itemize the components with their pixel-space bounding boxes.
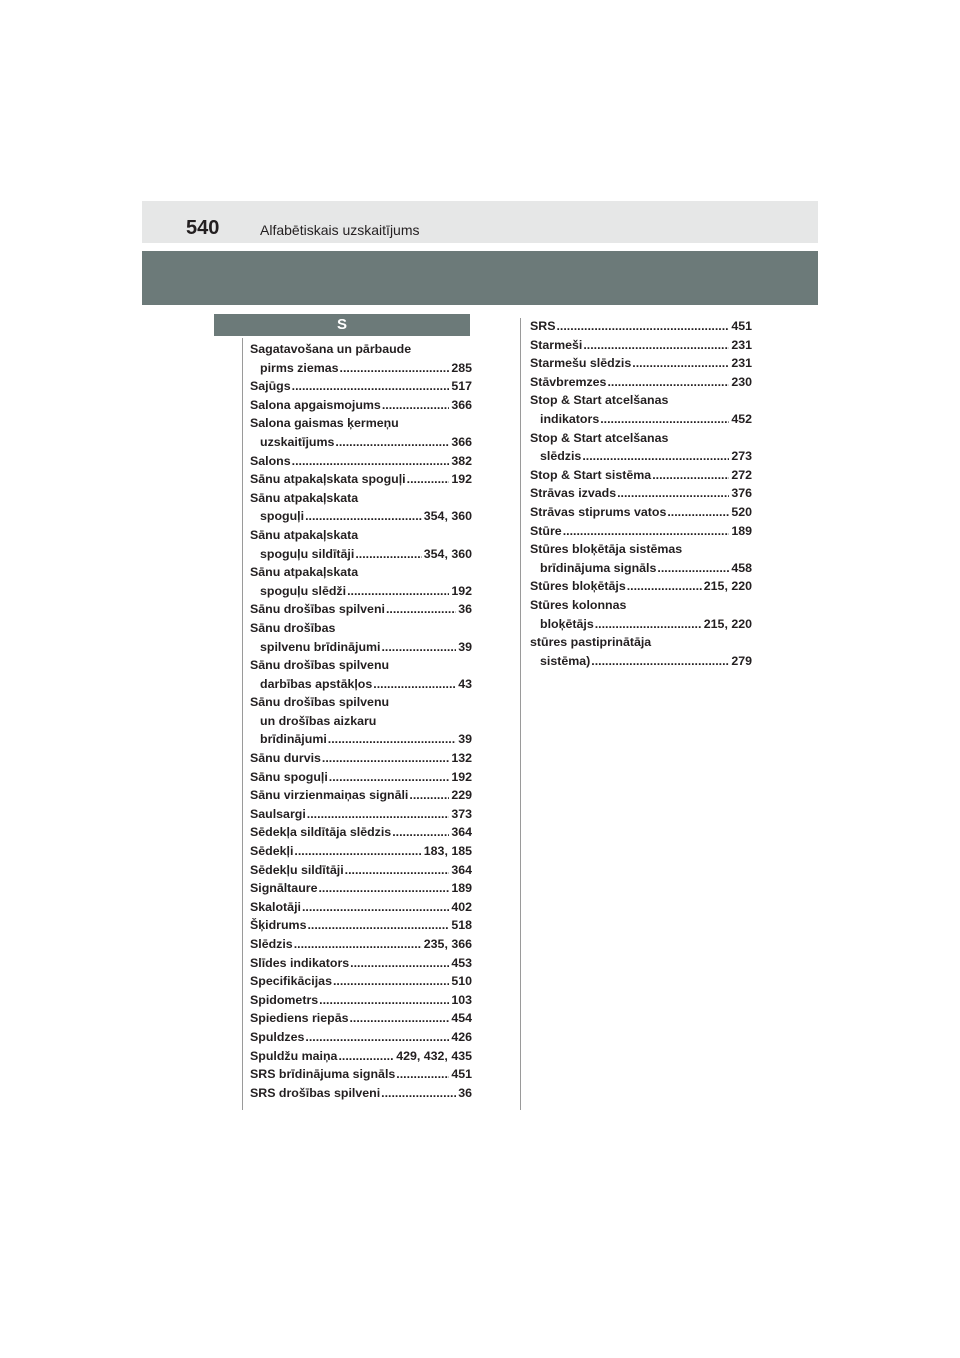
dot-leader	[591, 652, 729, 671]
index-entry-pages: 402	[451, 899, 472, 914]
left-column-rule	[242, 338, 243, 1110]
index-entry-line	[530, 596, 752, 615]
dot-leader	[345, 861, 450, 880]
dot-leader	[333, 972, 449, 991]
index-entry	[250, 935, 472, 954]
dot-leader	[305, 507, 422, 526]
index-entry-line	[250, 842, 472, 861]
index-entry-pages: 451	[451, 1067, 472, 1082]
index-entry	[250, 991, 472, 1010]
index-entry-term: Sānu drošības	[250, 620, 336, 635]
header-band	[142, 251, 818, 305]
index-entry-line	[250, 749, 472, 768]
dot-leader	[652, 466, 729, 485]
index-entry-line	[250, 396, 472, 415]
index-entry	[250, 805, 472, 824]
index-entry-line	[250, 805, 472, 824]
index-entry	[250, 563, 472, 600]
index-entry-term: Stūres kolonnas	[530, 597, 627, 612]
index-entry-term: Strāvas izvads	[530, 486, 617, 501]
index-entry-pages: 354, 360	[423, 509, 472, 524]
dot-leader	[627, 577, 702, 596]
index-entry-pages: 231	[731, 337, 752, 352]
index-entry-term: Salons	[250, 453, 291, 468]
index-entry-line	[530, 336, 752, 355]
page-number: 540	[186, 217, 220, 239]
index-entry-pages: 376	[731, 486, 752, 501]
section-title: Alfabētiskais uzskaitījums	[260, 222, 420, 238]
index-entry	[530, 484, 752, 503]
dot-leader	[355, 545, 421, 564]
index-entry-line	[250, 563, 472, 582]
index-entry-pages: 189	[731, 523, 752, 538]
index-entry-pages: 215, 220	[703, 616, 752, 631]
index-entry-term: Stūres bloķētāja sistēmas	[530, 542, 683, 557]
index-entry	[250, 1084, 472, 1103]
index-entry	[250, 656, 472, 693]
index-entry-pages: 458	[731, 560, 752, 575]
right-column-rule	[520, 318, 521, 1110]
index-entry-line	[530, 410, 752, 429]
index-entry	[530, 336, 752, 355]
index-entry-term: Slēdzis	[250, 937, 293, 951]
index-entry-term: Signāltaure	[250, 881, 318, 896]
index-column-left	[250, 340, 472, 1102]
index-entry	[250, 489, 472, 526]
dot-leader	[335, 433, 449, 452]
index-entry-term: darbības apstākļos	[260, 676, 373, 691]
index-entry-term: Sajūgs	[250, 379, 291, 394]
index-entry	[250, 954, 472, 973]
index-entry-pages: 451	[731, 319, 752, 333]
index-entry-term: Strāvas stiprums vatos	[530, 504, 667, 519]
dot-leader	[657, 559, 729, 578]
index-entry-pages: 215, 220	[703, 579, 752, 594]
index-entry-pages: 364	[451, 825, 472, 840]
dot-leader	[350, 954, 449, 973]
index-entry-term: bloķētājs	[540, 616, 594, 631]
dot-leader	[595, 615, 702, 634]
index-entry-term: Stūre	[530, 523, 562, 538]
index-entry-line	[250, 675, 472, 694]
dot-leader	[294, 935, 422, 954]
index-entry	[250, 693, 472, 749]
dot-leader	[340, 359, 450, 378]
index-entry-term: Salona apgaismojums	[250, 397, 381, 412]
index-entry	[250, 414, 472, 451]
index-entry-term: spoguļu slēdži	[260, 583, 347, 598]
index-entry-line	[250, 359, 472, 378]
index-entry-line	[250, 414, 472, 433]
index-entry	[250, 861, 472, 880]
index-entry-pages: 452	[731, 411, 752, 426]
index-entry	[250, 749, 472, 768]
index-entry-pages: 382	[451, 453, 472, 468]
dot-leader	[381, 1084, 456, 1103]
index-entry-line	[250, 452, 472, 471]
index-entry-term: Sānu drošības spilvenu	[250, 658, 390, 673]
index-entry-term: Sānu atpakaļskata spoguļi	[250, 472, 406, 487]
index-entry-pages: 189	[451, 881, 472, 896]
index-entry-line	[530, 577, 752, 596]
index-entry-line	[250, 489, 472, 508]
index-entry-line	[530, 317, 752, 336]
index-entry	[250, 1065, 472, 1084]
index-entry-pages: 517	[451, 379, 472, 394]
index-entry-line	[250, 972, 472, 991]
index-entry-line	[530, 466, 752, 485]
index-entry-term: Sēdekļi	[250, 844, 294, 859]
index-entry	[250, 619, 472, 656]
dot-leader	[583, 336, 729, 355]
index-entry-term: spoguļu sildītāji	[260, 546, 355, 561]
index-entry	[250, 396, 472, 415]
dot-leader	[294, 842, 421, 861]
index-entry	[530, 522, 752, 541]
dot-leader	[409, 786, 449, 805]
index-entry-pages: 453	[451, 955, 472, 970]
dot-leader	[329, 768, 450, 787]
index-entry-term: Sānu atpakaļskata	[250, 565, 359, 580]
index-entry-pages: 192	[451, 769, 472, 784]
dot-leader	[338, 1047, 394, 1066]
index-entry	[250, 1028, 472, 1047]
index-entry	[530, 577, 752, 596]
index-entry	[530, 317, 752, 336]
dot-leader	[386, 600, 456, 619]
dot-leader	[407, 470, 450, 489]
index-entry-pages: 272	[731, 467, 752, 482]
index-entry	[250, 1009, 472, 1028]
index-entry-line	[530, 391, 752, 410]
index-entry-pages: 192	[451, 583, 472, 598]
index-entry-term: sistēma)	[540, 653, 591, 668]
index-entry-term: spoguļi	[260, 509, 305, 524]
index-entry-line	[530, 503, 752, 522]
index-entry-line	[250, 693, 472, 712]
index-entry-line	[530, 540, 752, 559]
index-entry-line	[250, 991, 472, 1010]
index-entry-line	[250, 638, 472, 657]
index-entry-pages: 36	[458, 1085, 472, 1100]
index-entry-pages: 183, 185	[423, 844, 472, 859]
index-entry-line	[530, 354, 752, 373]
index-entry-pages: 229	[451, 788, 472, 803]
index-entry-line	[530, 522, 752, 541]
index-entry-term: Salona gaismas ķermeņu	[250, 416, 399, 431]
index-entry-line	[250, 730, 472, 749]
index-entry-line	[250, 433, 472, 452]
index-entry	[250, 879, 472, 898]
index-entry-line	[250, 507, 472, 526]
index-entry-term: SRS drošības spilveni	[250, 1085, 381, 1100]
index-entry-pages: 235, 366	[423, 937, 472, 951]
index-entry	[250, 842, 472, 861]
index-entry-term: Sēdekļu sildītāji	[250, 862, 344, 877]
index-entry-line	[250, 619, 472, 638]
dot-leader	[582, 447, 729, 466]
index-entry-pages: 429, 432, 435	[396, 1048, 472, 1063]
index-entry	[250, 600, 472, 619]
index-entry-pages: 364	[451, 862, 472, 877]
dot-leader	[328, 730, 456, 749]
index-entry-line	[250, 898, 472, 917]
index-entry	[250, 470, 472, 489]
index-entry-term: Sānu atpakaļskata	[250, 527, 359, 542]
dot-leader	[667, 503, 729, 522]
index-entry	[250, 1047, 472, 1066]
index-entry-term: Sagatavošana un pārbaude	[250, 342, 412, 356]
index-entry-term: Sānu virzienmaiņas signāli	[250, 788, 409, 803]
header-bar	[142, 201, 818, 243]
index-entry	[250, 972, 472, 991]
index-entry-line	[250, 1009, 472, 1028]
index-entry-pages: 366	[451, 397, 472, 412]
index-entry	[530, 391, 752, 428]
index-entry-term: Stop & Start atcelšanas	[530, 430, 669, 445]
index-entry-pages: 354, 360	[423, 546, 472, 561]
index-entry-pages: 426	[451, 1029, 472, 1044]
index-entry-pages: 510	[451, 974, 472, 989]
index-entry	[530, 354, 752, 373]
dot-leader	[600, 410, 729, 429]
index-entry-term: Sānu atpakaļskata	[250, 490, 359, 505]
index-entry-term: SRS	[530, 319, 556, 333]
dot-leader	[347, 582, 449, 601]
index-entry-line	[530, 615, 752, 634]
index-entry-line	[250, 470, 472, 489]
index-entry-term: Spiediens riepās	[250, 1011, 349, 1026]
index-entry-line	[250, 1047, 472, 1066]
index-entry-term: Sānu drošības spilvenu	[250, 695, 390, 710]
index-entry-term: Šķidrums	[250, 918, 307, 933]
index-entry-term: pirms ziemas	[260, 360, 339, 375]
index-entry-pages: 518	[451, 918, 472, 933]
index-entry-pages: 520	[731, 504, 752, 519]
index-entry-line	[530, 633, 752, 652]
index-entry	[530, 503, 752, 522]
index-entry	[250, 340, 472, 377]
dot-leader	[632, 354, 729, 373]
index-entry-line	[530, 373, 752, 392]
index-entry-term: Sānu durvis	[250, 751, 321, 766]
index-entry-pages: 273	[731, 449, 752, 464]
index-entry-line	[250, 340, 472, 359]
index-entry-term: Sānu drošības spilveni	[250, 602, 385, 617]
index-entry-line	[250, 1084, 472, 1103]
index-entry-line	[250, 545, 472, 564]
index-column-right	[530, 317, 752, 670]
index-entry-pages: 230	[731, 374, 752, 389]
index-entry	[250, 823, 472, 842]
index-entry-line	[250, 879, 472, 898]
index-entry-line	[250, 1028, 472, 1047]
dot-leader	[318, 879, 449, 898]
index-entry-term: un drošības aizkaru	[260, 713, 377, 728]
index-entry-line	[250, 656, 472, 675]
index-entry-line	[250, 935, 472, 954]
index-entry-term: Starmešu slēdzis	[530, 356, 632, 371]
index-entry-line	[250, 861, 472, 880]
index-entry-line	[250, 600, 472, 619]
dot-leader	[307, 916, 449, 935]
index-entry-pages: 43	[458, 676, 472, 691]
index-entry-line	[250, 1065, 472, 1084]
index-entry-pages: 279	[731, 653, 752, 668]
index-entry-pages: 39	[458, 732, 472, 747]
index-entry-term: Stūres bloķētājs	[530, 579, 626, 594]
index-entry-pages: 132	[451, 751, 472, 766]
dot-leader	[292, 452, 450, 471]
index-entry-pages: 231	[731, 356, 752, 371]
index-entry-line	[250, 786, 472, 805]
index-entry	[250, 786, 472, 805]
index-entry	[530, 373, 752, 392]
index-entry-term: Stop & Start atcelšanas	[530, 393, 669, 408]
index-entry-term: Sēdekļa sildītāja slēdzis	[250, 825, 392, 840]
dot-leader	[373, 675, 456, 694]
index-entry	[250, 768, 472, 787]
index-entry-pages: 103	[451, 992, 472, 1007]
index-entry-term: Saulsargi	[250, 806, 306, 821]
index-entry-line	[250, 582, 472, 601]
index-entry-term: slēdzis	[540, 449, 582, 464]
index-entry-pages: 366	[451, 434, 472, 449]
index-entry	[530, 596, 752, 633]
dot-leader	[563, 522, 730, 541]
index-entry-line	[530, 484, 752, 503]
index-entry-term: Sānu spoguļi	[250, 769, 328, 784]
index-entry	[250, 452, 472, 471]
dot-leader	[382, 396, 449, 415]
index-entry-term: brīdinājuma signāls	[540, 560, 657, 575]
index-entry-line	[250, 823, 472, 842]
index-entry-term: Stop & Start sistēma	[530, 467, 652, 482]
dot-leader	[617, 484, 729, 503]
index-entry-pages: 454	[451, 1011, 472, 1026]
dot-leader	[292, 377, 450, 396]
index-entry-line	[250, 768, 472, 787]
dot-leader	[307, 805, 450, 824]
index-entry	[530, 540, 752, 577]
index-letter-tab: S	[214, 314, 470, 336]
dot-leader	[556, 317, 729, 336]
index-entry-line	[250, 377, 472, 396]
index-entry-term: Starmeši	[530, 337, 583, 352]
index-entry-pages: 36	[458, 602, 472, 617]
index-entry-term: Spidometrs	[250, 992, 319, 1007]
index-entry-pages: 39	[458, 639, 472, 654]
index-entry-term: spilvenu brīdinājumi	[260, 639, 381, 654]
index-entry-term: Spuldžu maiņa	[250, 1048, 338, 1063]
index-entry-term: Stāvbremzes	[530, 374, 607, 389]
index-entry	[250, 526, 472, 563]
index-entry-line	[250, 954, 472, 973]
index-entry-pages: 373	[451, 806, 472, 821]
index-entry-line	[530, 429, 752, 448]
index-entry-term: brīdinājumi	[260, 732, 327, 747]
index-entry-line	[250, 526, 472, 545]
dot-leader	[607, 373, 729, 392]
index-entry-line	[530, 559, 752, 578]
dot-leader	[319, 991, 449, 1010]
index-entry-term: Specifikācijas	[250, 974, 332, 989]
index-entry	[530, 429, 752, 466]
index-entry-line	[530, 652, 752, 671]
index-entry	[250, 916, 472, 935]
dot-leader	[322, 749, 449, 768]
dot-leader	[381, 638, 456, 657]
index-entry-term: Spuldzes	[250, 1029, 305, 1044]
index-entry-pages: 192	[451, 472, 472, 487]
index-entry	[250, 377, 472, 396]
index-entry-line	[250, 712, 472, 731]
index-entry-term: indikators	[540, 411, 600, 426]
index-entry	[530, 633, 752, 670]
dot-leader	[392, 823, 449, 842]
index-entry-term: uzskaitījums	[260, 434, 335, 449]
index-entry	[530, 466, 752, 485]
index-entry-term: SRS brīdinājuma signāls	[250, 1067, 396, 1082]
dot-leader	[396, 1065, 449, 1084]
dot-leader	[302, 898, 449, 917]
index-entry-term: Skalotāji	[250, 899, 301, 914]
index-entry-line	[250, 916, 472, 935]
index-entry-term: stūres pastiprinātāja	[530, 635, 652, 650]
index-entry-pages: 285	[451, 360, 472, 375]
dot-leader	[305, 1028, 449, 1047]
dot-leader	[349, 1009, 449, 1028]
index-entry-line	[530, 447, 752, 466]
index-entry-term: Slīdes indikators	[250, 955, 350, 970]
index-entry	[250, 898, 472, 917]
